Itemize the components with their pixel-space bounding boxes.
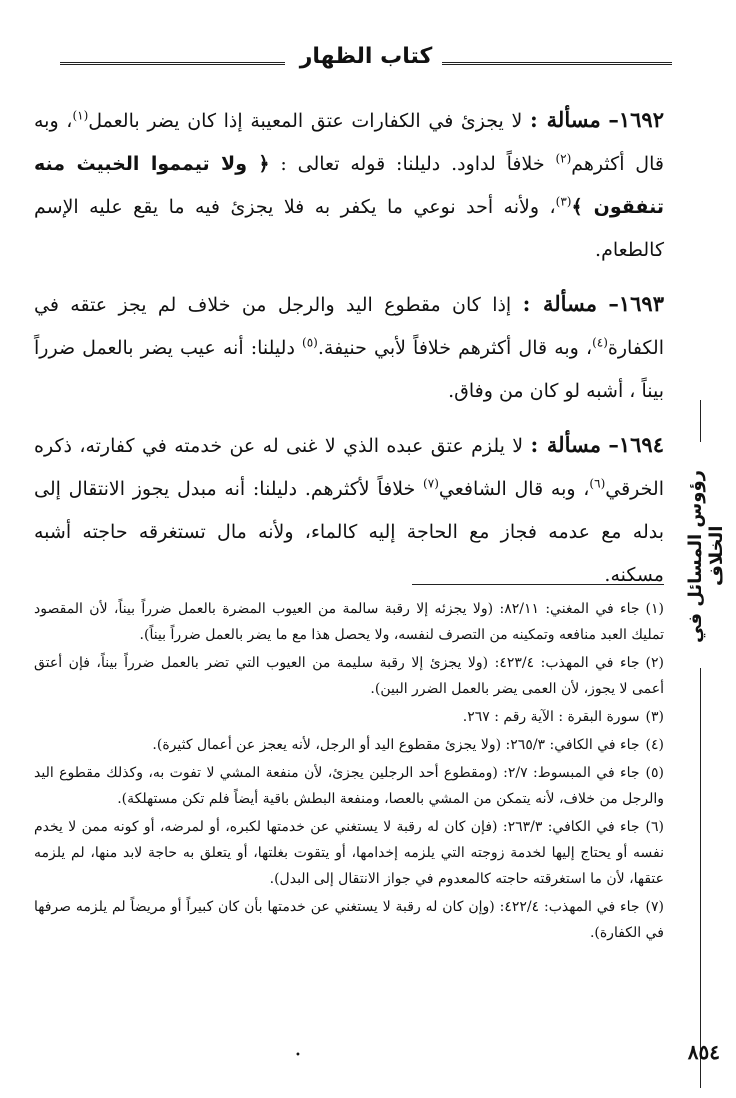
footnote-text: جاء في المغني: ٨٢/١١: (ولا يجزئه إلا رقبة سالمة من العيوب المضرة بالعمل ضرراً بيناً، لأن المقصود تمليك العبد منافعه وتمكينه من التصرف لنفسه، ولا يحصل هذا مع ما يضر بالعمل ضرراً بيناً). <box>34 601 664 643</box>
issue-label: مسألة : <box>522 291 597 316</box>
footnote-text: جاء في المهذب: ٤٢٢/٤: (وإن كان له رقبة لا يستغني عن خدمتها بأن كان كبيراً أو مريضاً لم يلزمه صرفها في الكفارة). <box>34 899 664 941</box>
quran-verse: ﴿ ولا تيمموا الخبيث منه تنفقون ﴾ <box>34 153 664 218</box>
book-title: رؤوس المسائل في الخلاف <box>685 469 727 643</box>
issue-label: مسألة : <box>530 432 601 457</box>
footnote-number: (٧) <box>645 899 664 915</box>
footnote-number: (٦) <box>645 819 664 835</box>
main-text <box>34 98 664 607</box>
footnote <box>34 704 664 730</box>
footnote-ref: (١) <box>72 108 89 123</box>
footnote-ref: (٦) <box>589 476 606 491</box>
issue-text: لا يلزم عتق عبده الذي لا غنى له عن خدمته في كفارته، ذكره الخرقي <box>34 435 664 500</box>
issue-text: لا يجزئ في الكفارات عتق المعيبة إذا كان يضر بالعمل <box>88 110 523 132</box>
footnote-number: (٣) <box>645 709 664 725</box>
footnote <box>34 814 664 892</box>
side-rule-bottom <box>700 668 701 1088</box>
issue-number: ١٦٩٢– <box>608 107 664 132</box>
issue-1694 <box>34 423 664 597</box>
side-running-title <box>673 400 729 1090</box>
footnote-text: جاء في الكافي: ٢٦٥/٣: (ولا يجزئ مقطوع اليد أو الرجل، لأنه يعجز عن أعمال كثيرة). <box>152 737 640 753</box>
footnote-text: جاء في المبسوط: ٢/٧: (ومقطوع أحد الرجلين يجزئ، لأن منفعة المشي لا تفوت به، وكذلك مقطوع اليد والرجل من خلاف، لأنه يتمكن من المشي بالعصا، ومنفعة البطش باقية أيضاً فلم تكن مستهلكة). <box>34 765 664 807</box>
footnote-text: سورة البقرة : الآية رقم : ٢٦٧. <box>462 709 640 725</box>
footnote <box>34 760 664 812</box>
footnote-ref: (٧) <box>423 476 439 491</box>
side-rule-top <box>700 400 701 442</box>
footnote-text: جاء في المهذب: ٤٢٣/٤: (ولا يجزئ إلا رقبة سليمة من العيوب التي تضر بالعمل ضرراً بيناً، فإن أعتق أعمى لا يجوز، لأن العمى يضر بالعمل الضرر البين). <box>34 655 664 697</box>
issue-number: ١٦٩٣– <box>608 291 664 316</box>
footnote <box>34 894 664 946</box>
issue-1693 <box>34 282 664 413</box>
footnote-divider <box>412 584 664 585</box>
footnote-ref: (٢) <box>555 151 572 166</box>
footnote-number: (١) <box>645 601 665 617</box>
issue-text: ، وبه قال أكثرهم <box>34 110 664 175</box>
footnote-ref: (٥) <box>302 335 318 350</box>
footnotes <box>34 596 664 948</box>
issue-text: خلافاً لداود. دليلنا: قوله تعالى : <box>269 153 545 175</box>
footnote-number: (٤) <box>645 737 664 753</box>
footnote-text: جاء في الكافي: ٢٦٣/٣: (فإن كان له رقبة لا يستغني عن خدمتها لكبره، أو لمرضه، أو كونه ممن لا يخدم نفسه أو يحتاج إليها لخدمة زوجته التي يلزمه إخدامها، أو يتقوت بغلتها، أو يتعلق به حاجة لابد منها، لم يلزمه عتقها، لأن ما استغرقته حاجته كالمعدوم في جواز الانتقال إلى البدل). <box>34 819 664 887</box>
issue-label: مسألة : <box>530 107 601 132</box>
issue-text: دليلنا: أنه عيب يضر بالعمل ضرراً بيناً ، أشبه لو كان من وفاق. <box>34 337 664 402</box>
running-header <box>60 42 672 82</box>
issue-text: إذا كان مقطوع اليد والرجل من خلاف لم يجز عتقه في الكفارة <box>34 294 664 359</box>
footnote <box>34 732 664 758</box>
print-dot: • <box>295 1050 301 1061</box>
issue-1692 <box>34 98 664 272</box>
issue-text: ، وبه قال الشافعي <box>438 478 590 500</box>
footnote <box>34 650 664 702</box>
issue-number: ١٦٩٤– <box>608 432 664 457</box>
issue-text: ، وبه قال أكثرهم خلافاً لأبي حنيفة. <box>317 337 593 359</box>
header-rule-right <box>442 62 672 65</box>
footnote <box>34 596 664 648</box>
page-number: ٨٥٤ <box>687 1040 720 1064</box>
issue-text: خلافاً لأكثرهم. دليلنا: أنه مبدل يجوز الانتقال إلى بدله مع عدمه فجاز مع الحاجة إليه كالماء، ولأنه مال تستغرقه حاجته أشبه مسكنه. <box>34 478 664 586</box>
footnote-ref: (٣) <box>555 194 572 209</box>
footnote-number: (٢) <box>645 655 664 671</box>
footnote-ref: (٤) <box>592 335 608 350</box>
chapter-title: كتاب الظهار <box>299 44 433 69</box>
issue-text: ، ولأنه أحد نوعي ما يكفر به فلا يجزئ فيه ما يقع عليه الإسم كالطعام. <box>34 196 664 261</box>
footnote-number: (٥) <box>645 765 664 781</box>
